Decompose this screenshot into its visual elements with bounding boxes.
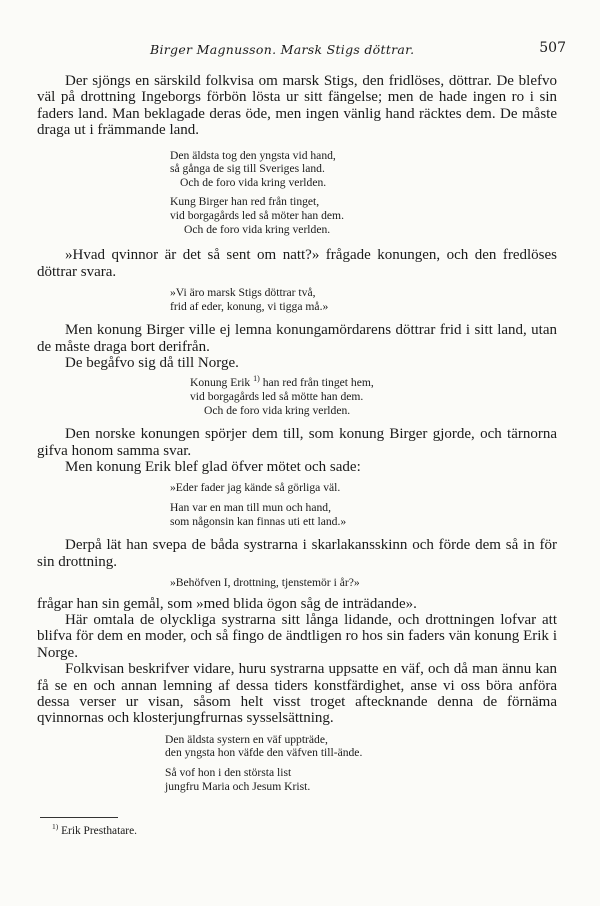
verse-line: den yngsta hon väfde den väfven till-ände. <box>165 746 363 760</box>
paragraph-6: Men konung Erik blef glad öfver mötet och sade: <box>65 459 361 475</box>
verse-7 <box>170 576 557 590</box>
page-number: 507 <box>539 40 566 56</box>
paragraph-3: Men konung Birger ville ej lemna konungamördarens döttrar frid i sitt land, utan de måste draga bort derifrån. <box>37 322 557 355</box>
verse-line: »Eder fader jag kände så görliga väl. <box>170 481 341 495</box>
verse-5 <box>170 481 557 495</box>
paragraph-9: Här omtala de olyckliga systrarna sitt långa lidande, och drottningen lofvar att blifva för dem en moder, och så fingo de ändtligen ro hos sin faders vän konung Erik i Norge. <box>37 612 557 661</box>
footnote-text: Erik Presthatare. <box>58 825 138 837</box>
verse-line: Kung Birger han red från tinget, <box>170 195 320 209</box>
footnote-marker: 1) <box>253 374 260 384</box>
verse-4 <box>190 376 557 417</box>
verse-9 <box>165 766 557 793</box>
verse-line: Den äldsta systern en väf uppträde, <box>165 732 328 746</box>
verse-text: Konung Erik <box>190 376 251 390</box>
verse-line: vid borgagårds led så mötte han dem. <box>190 390 364 403</box>
verse-3 <box>170 286 557 313</box>
verse-text: han red från tinget hem, <box>259 376 374 390</box>
footnote-mark: 1) <box>52 822 59 832</box>
footnote <box>52 822 138 837</box>
verse-line: Den äldsta tog den yngsta vid hand, <box>170 148 336 162</box>
verse-6 <box>170 501 557 528</box>
paragraph-10: Folkvisan beskrifver vidare, huru systrarna uppsatte en väf, och då man ännu kan få se en och annan lemning af dessa tiders konstfärdighet, anse vi oss böra anföra dessa verser ur visan, såsom helt visst troget aftecknande denna de förnäma qvinnornas och klosterjungfrurnas sysselsättning. <box>37 661 557 727</box>
verse-2 <box>170 195 557 236</box>
verse-line: frid af eder, konung, vi tigga må.» <box>170 299 329 313</box>
verse-line <box>190 376 557 390</box>
verse-line: Och de foro vida kring verlden. <box>184 222 331 236</box>
paragraph-2: »Hvad qvinnor är det så sent om natt?» frågade konungen, och den fredlöses döttrar svara. <box>37 247 557 280</box>
verse-line: Så vof hon i den största list <box>165 766 292 780</box>
paragraph-7: Derpå lät han svepa de båda systrarna i skarlakansskinn och förde dem så in för sin drottning. <box>37 537 557 570</box>
verse-line: så gånga de sig till Sveriges land. <box>170 162 325 176</box>
verse-line: Och de foro vida kring verlden. <box>180 175 327 189</box>
verse-8 <box>165 733 557 760</box>
paragraph-8: frågar han sin gemål, som »med blida ögon såg de inträdande». <box>37 595 417 612</box>
verse-1 <box>170 149 557 190</box>
page-body <box>37 73 557 793</box>
verse-line: som någonsin kan finnas uti ett land.» <box>170 514 347 528</box>
paragraph-1: Der sjöngs en särskild folkvisa om marsk Stigs, den fridlöses, döttrar. De blefvo väl på drottning Ingeborgs förbön lösta ur sitt fängelse; men de hade ingen ro i sin faders land. Man beklagade deras öde, men ingen vänlig hand räcktes dem. De måste draga ut i främmande land. <box>37 73 557 139</box>
verse-line: jungfru Maria och Jesum Krist. <box>165 779 311 793</box>
paragraph-5: Den norske konungen spörjer dem till, som konung Birger gjorde, och tärnorna gifva honom samma svar. <box>37 426 557 459</box>
verse-line: vid borgagårds led så möter han dem. <box>170 209 344 222</box>
verse-line: Och de foro vida kring verlden. <box>204 403 351 417</box>
verse-line: Han var en man till mun och hand, <box>170 501 331 514</box>
running-title: Birger Magnusson. Marsk Stigs döttrar. <box>150 42 415 57</box>
paragraph-4: De begåfvo sig då till Norge. <box>65 355 239 371</box>
verse-line: »Behöfven I, drottning, tjenstemör i år?» <box>170 576 360 589</box>
verse-line: »Vi äro marsk Stigs döttrar två, <box>170 286 316 299</box>
footnote-divider <box>40 817 118 818</box>
